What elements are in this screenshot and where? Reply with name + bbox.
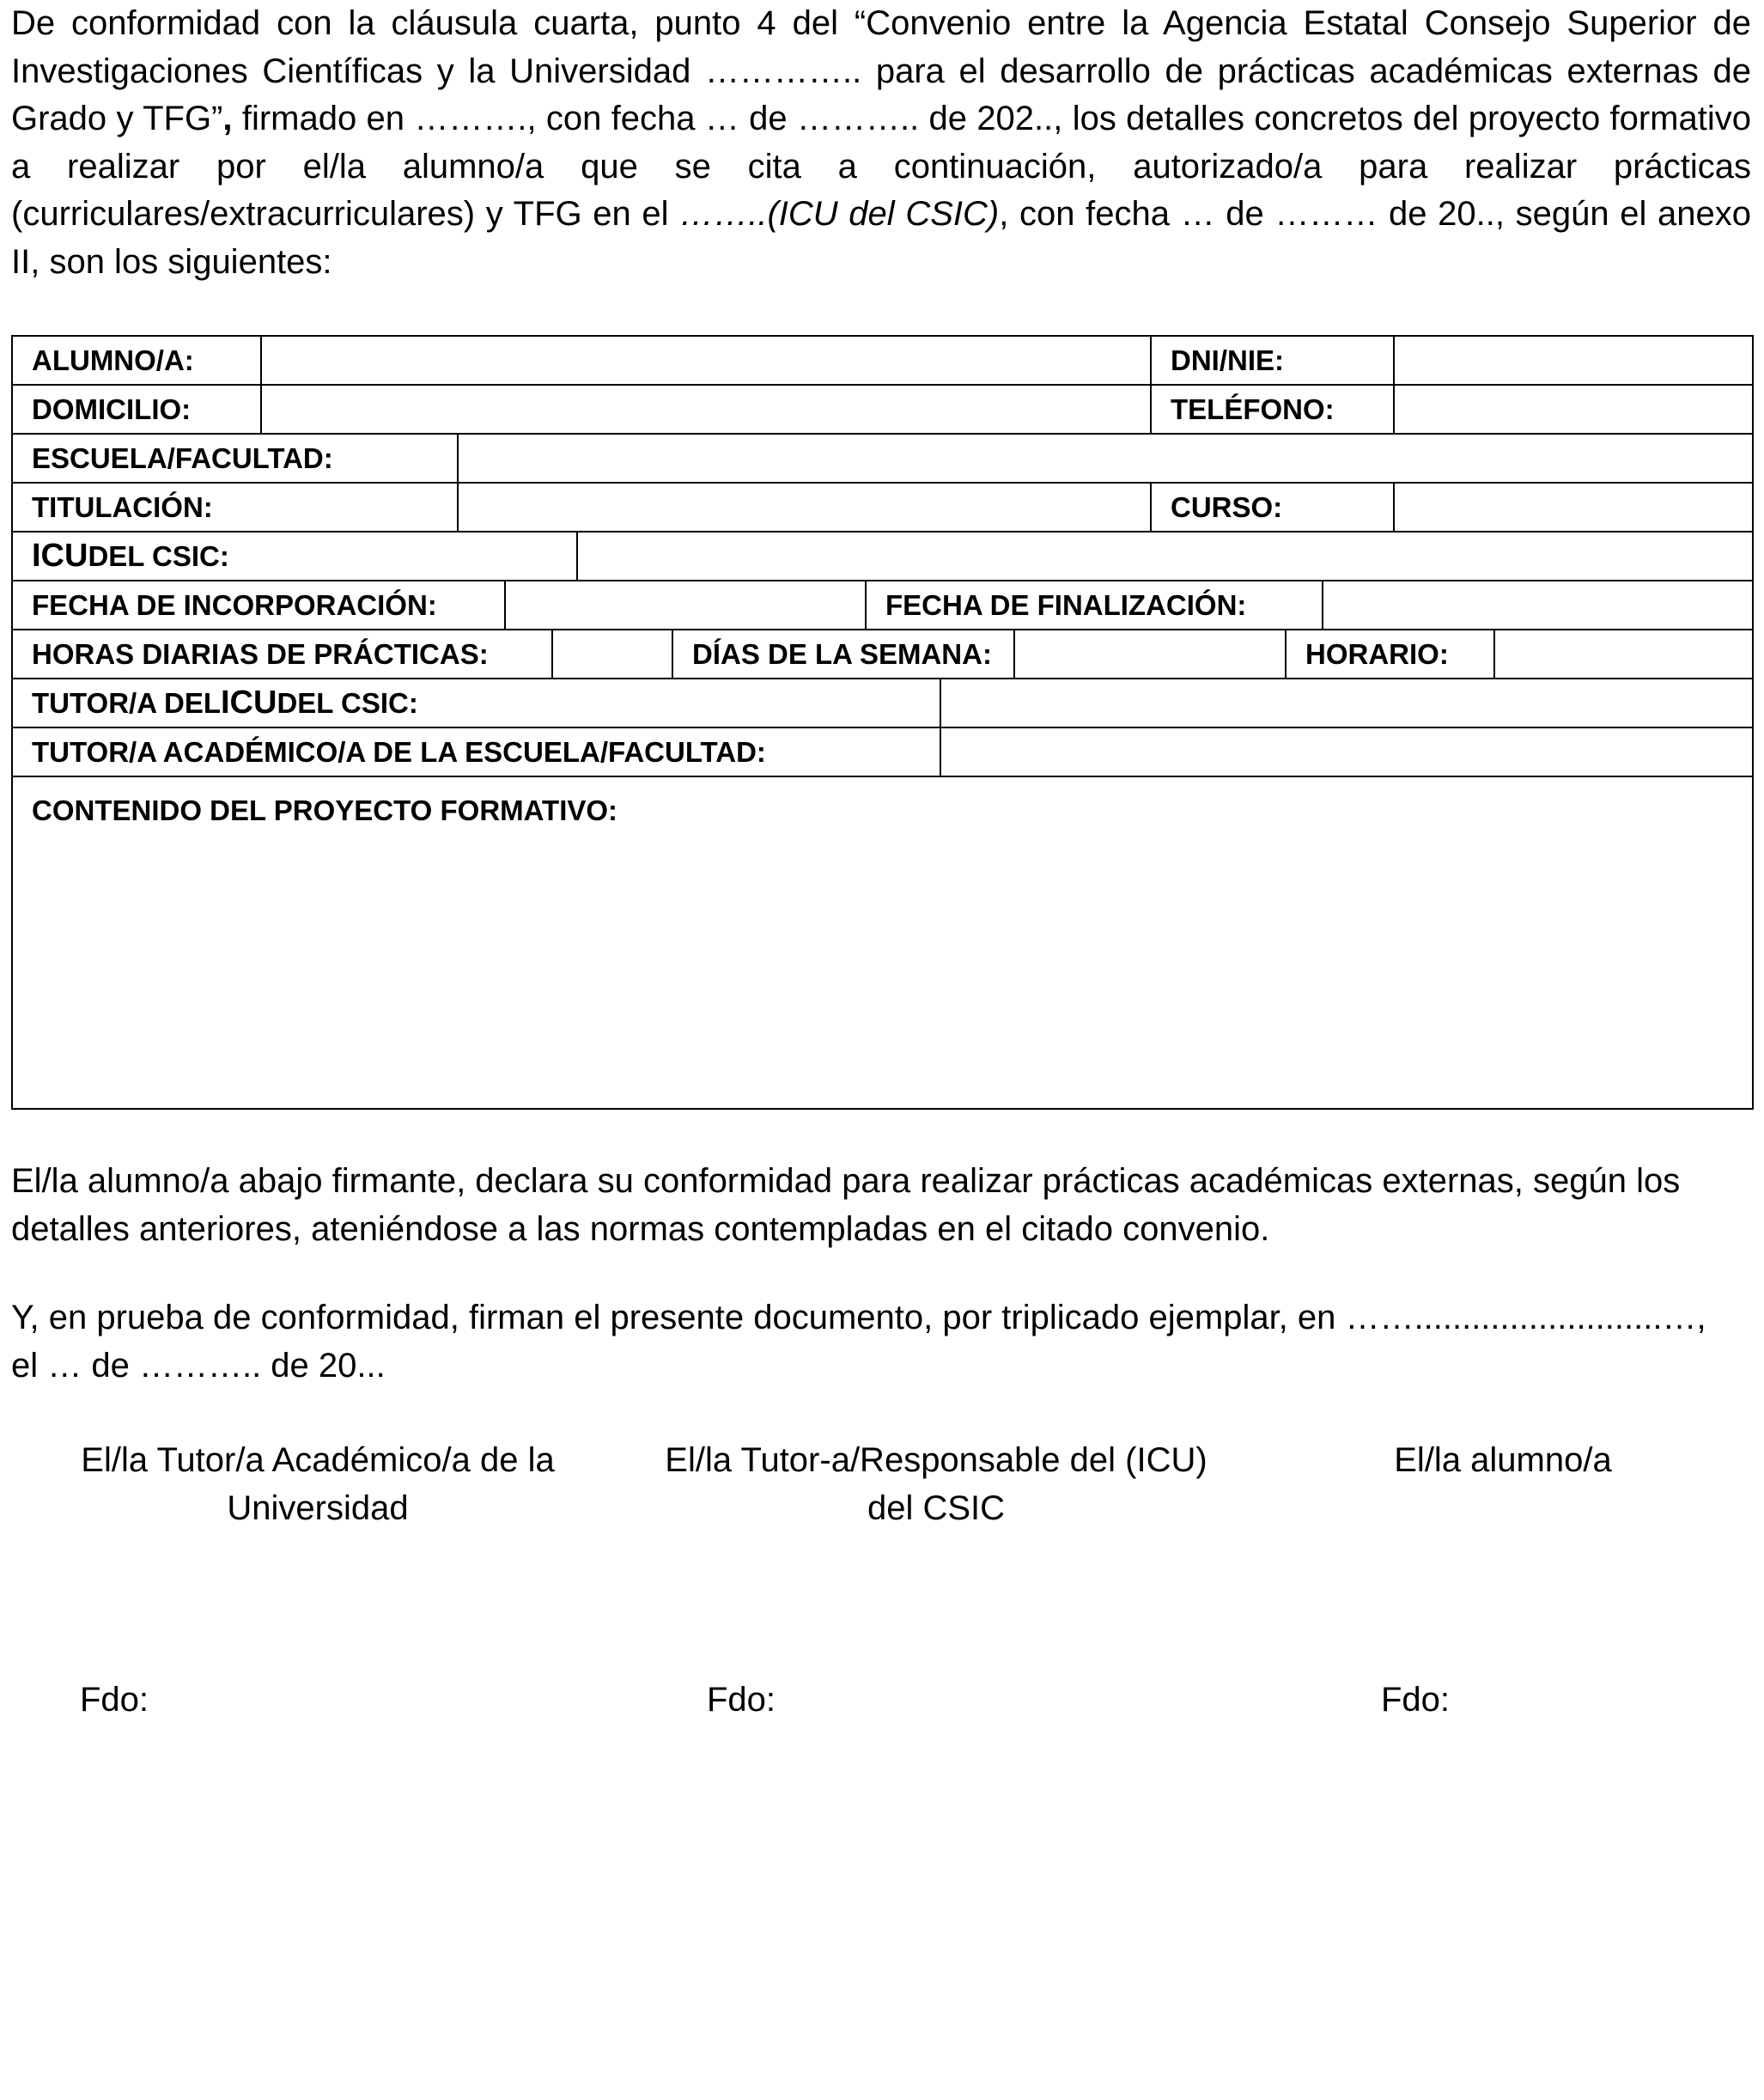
label-curso: CURSO: [1150, 484, 1393, 531]
training-project-form [11, 335, 1754, 1110]
field-escuela[interactable] [457, 435, 1752, 482]
field-tutor-academico[interactable] [940, 728, 1752, 776]
label-escuela: ESCUELA/FACULTAD: [32, 441, 333, 474]
row-tutor-academico [13, 728, 1752, 777]
label-fecha-incorporacion: FECHA DE INCORPORACIÓN: [32, 588, 437, 621]
label-titulacion: TITULACIÓN: [32, 490, 213, 523]
row-horas [13, 630, 1752, 679]
field-alumno[interactable] [260, 337, 1150, 384]
signature-icu-line-1: El/la Tutor-a/Responsable del (ICU) [665, 1441, 1207, 1479]
field-fecha-incorporacion[interactable] [504, 581, 865, 629]
proof-line-2: el … de ……….. de 20... [11, 1346, 386, 1385]
label-tutor-academico: TUTOR/A ACADÉMICO/A DE LA ESCUELA/FACULTAD: [32, 735, 766, 768]
proof-paragraph [11, 1294, 1751, 1390]
signature-student [1340, 1437, 1666, 1485]
fdo-icu-tutor: Fdo: [707, 1681, 776, 1719]
field-horas-diarias[interactable] [551, 630, 672, 678]
intro-text-3: , con fecha … de ……… de 20.., según el anexo II, son los siguientes: [11, 195, 1751, 281]
field-dni[interactable] [1393, 337, 1752, 384]
field-titulacion[interactable] [457, 484, 1150, 531]
row-tutor-icu [13, 679, 1752, 728]
signature-academic-line-1: El/la Tutor/a Académico/a de la [81, 1441, 555, 1479]
label-domicilio: DOMICILIO: [32, 393, 192, 425]
row-icu [13, 533, 1752, 581]
label-tutor-icu-c: DEL CSIC: [277, 686, 418, 719]
row-fechas [13, 581, 1752, 630]
intro-text-2: firmado en ………., con fecha … de ……….. de 202.., los detalles concretos del proyecto formativo a realizar por el/la alumno/a que se cita a continuación, autorizado/a para realizar prácticas (curriculares/extracurriculares) y TFG en el [11, 100, 1751, 233]
intro-paragraph [11, 0, 1751, 286]
label-horas-diarias: HORAS DIARIAS DE PRÁCTICAS: [32, 637, 489, 670]
field-domicilio[interactable] [260, 386, 1150, 433]
label-icu [13, 533, 576, 580]
label-icu-rest: DEL CSIC: [88, 539, 229, 572]
signature-student-line-1: El/la alumno/a [1394, 1441, 1612, 1479]
fdo-academic-tutor: Fdo: [80, 1681, 149, 1719]
label-tutor-icu-a: TUTOR/A DEL [32, 686, 221, 719]
label-alumno: ALUMNO/A: [32, 344, 194, 376]
label-tutor-icu [13, 679, 940, 727]
field-dias-semana[interactable] [1013, 630, 1285, 678]
row-contenido[interactable] [13, 777, 1752, 1108]
row-titulacion [13, 484, 1752, 533]
signature-icu-line-2: del CSIC [867, 1488, 1006, 1527]
label-icu-abbr: ICU [32, 538, 88, 574]
field-tutor-icu[interactable] [940, 679, 1752, 727]
label-contenido: CONTENIDO DEL PROYECTO FORMATIVO: [32, 794, 618, 826]
row-escuela [13, 435, 1752, 484]
field-horario[interactable] [1493, 630, 1752, 678]
field-curso[interactable] [1393, 484, 1752, 531]
proof-line-1: Y, en prueba de conformidad, firman el presente documento, por triplicado ejemplar, en ……..........................…, [11, 1299, 1706, 1336]
fdo-student: Fdo: [1381, 1681, 1451, 1719]
intro-icu-italic: ……..(ICU del CSIC) [679, 195, 1000, 233]
signature-icu-tutor [644, 1437, 1228, 1532]
label-horario: HORARIO: [1285, 630, 1493, 678]
field-fecha-finalizacion[interactable] [1322, 581, 1752, 629]
intro-comma: , [222, 100, 233, 137]
signature-academic-tutor [52, 1437, 584, 1532]
field-icu[interactable] [576, 533, 1752, 580]
signature-academic-line-2: Universidad [227, 1488, 409, 1527]
row-alumno [13, 337, 1752, 386]
row-domicilio [13, 386, 1752, 435]
declaration-paragraph: El/la alumno/a abajo firmante, declara su conformidad para realizar prácticas académicas externas, según los detalles anteriores, ateniéndose a las normas contempladas en el citado convenio. [11, 1162, 1681, 1248]
intro-text-1: De conformidad con la cláusula cuarta, punto 4 del “Convenio entre la Agencia Estatal Consejo Superior de Investigaciones Científicas y la Universidad ………….. para el desarrollo de prácticas académicas externas de Grado y TFG” [11, 4, 1751, 137]
label-fecha-finalizacion: FECHA DE FINALIZACIÓN: [865, 581, 1322, 629]
label-dni: DNI/NIE: [1150, 337, 1393, 384]
label-dias-semana: DÍAS DE LA SEMANA: [672, 630, 1013, 678]
label-tutor-icu-abbr: ICU [221, 685, 277, 721]
field-telefono[interactable] [1393, 386, 1752, 433]
label-telefono: TELÉFONO: [1150, 386, 1393, 433]
